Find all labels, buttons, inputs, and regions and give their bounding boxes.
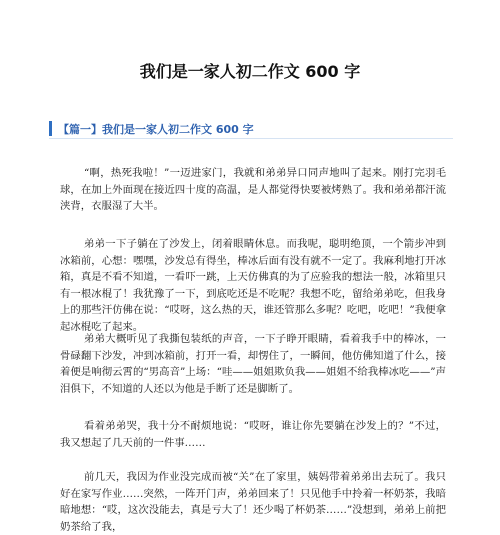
section-label: 【篇一】我们是一家人初二作文 600 字 (58, 123, 254, 136)
paragraph: “啊，热死我啦！”一迈进家门，我就和弟弟异口同声地叫了起来。刚打完羽毛球，在加上外面现在接近四十度的高温，是人都觉得快要被烤熟了。我和弟弟都汗流浃背，衣服湿了大半。 (60, 167, 446, 212)
section-heading (49, 120, 453, 139)
paragraph: 弟弟大概听见了我撕包装纸的声音，一下子睁开眼睛，看着我手中的棒冰，一骨碌翻下沙发，冲到冰箱前，打开一看，却愣住了，一瞬间，他仿佛知道了什么，接着便是响彻云霄的“男高音”上场：“哇——姐姐欺负我——姐姐不给我棒冰吃——”声泪俱下，不知道的人还以为他是手断了还是脚断了。 (60, 333, 446, 395)
section-accent-bar (49, 121, 52, 136)
paragraph: 看着弟弟哭，我十分不耐烦地说：“哎呀，谁让你先要躺在沙发上的？”不过，我又想起了几天前的一件事…… (60, 420, 446, 449)
paragraph: 前几天，我因为作业没完成而被“关”在了家里，姨妈带着弟弟出去玩了。我只好在家写作业……突然，一阵开门声，弟弟回来了！只见他手中拎着一杯奶茶，我暗暗地想：“哎，这次没能去，真是亏大了！还少喝了杯奶茶……”没想到，弟弟上前把奶茶给了我， (60, 471, 446, 533)
page-title: 我们是一家人初二作文 600 字 (139, 62, 361, 81)
paragraph: 弟弟一下子躺在了沙发上，闭着眼睛休息。而我呢，聪明绝顶，一个箭步冲到冰箱前，心想：嘿嘿，沙发总有得坐，棒冰后面有没有就不一定了。我麻利地打开冰箱，真是不看不知道，一看吓一跳，上天仿佛真的为了应验我的想法一般，冰箱里只有一根冰棍了！我犹豫了一下，到底吃还是不吃呢？我想不吃，留给弟弟吃，但我身上的那些汗仿佛在说：“哎呀，这么热的天，谁还管那么多呢？吃吧，吃吧！”我便拿起冰棍吃了起来。 (60, 238, 446, 333)
